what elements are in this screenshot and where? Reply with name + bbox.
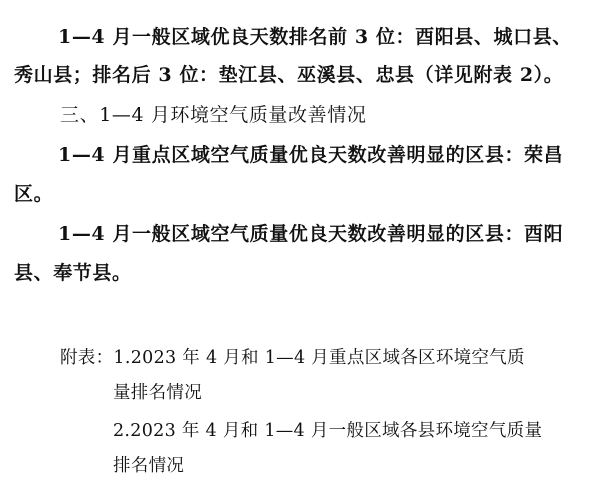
- attachment-item-2-line-2: 排名情况: [113, 456, 185, 476]
- section-heading: 三、1—4 月环境空气质量改善情况: [60, 104, 367, 126]
- key-region-paragraph-line-1: 1—4 月重点区域空气质量优良天数改善明显的区县：荣昌: [58, 144, 564, 166]
- general-region-paragraph-line-1: 1—4 月一般区域空气质量优良天数改善明显的区县：酉阳: [58, 223, 564, 245]
- key-region-paragraph-line-2: 区。: [14, 183, 54, 205]
- general-region-paragraph-line-2: 县、奉节县。: [14, 262, 132, 284]
- ranking-paragraph-line-2: 秀山县；排名后 3 位：垫江县、巫溪县、忠县（详见附表 2）。: [14, 64, 564, 86]
- attachment-item-1-line-2: 量排名情况: [113, 383, 202, 403]
- ranking-paragraph-line-1: 1—4 月一般区域优良天数排名前 3 位：酉阳县、城口县、: [58, 26, 572, 48]
- attachment-item-1-line-1: 附表：1.2023 年 4 月和 1—4 月重点区域各区环境空气质: [60, 348, 525, 368]
- attachment-item-2-line-1: 2.2023 年 4 月和 1—4 月一般区域各县环境空气质量: [113, 421, 543, 441]
